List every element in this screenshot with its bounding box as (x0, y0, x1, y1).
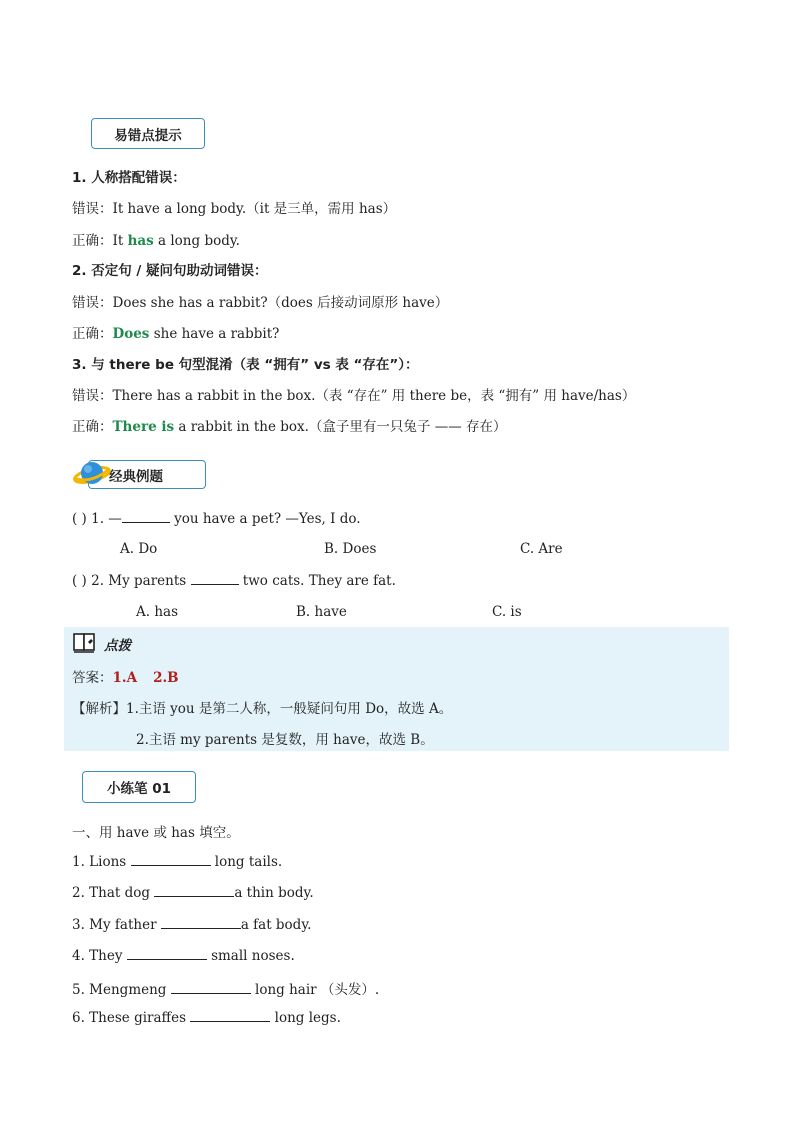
question-2: ( ) 2. My parents two cats. They are fat. (72, 573, 396, 589)
practice-item: 5. Mengmeng long hair （头发）. (72, 982, 380, 998)
analysis-2: 2.主语 my parents 是复数，用 have，故选 B。 (136, 732, 434, 748)
error-line-3: 错误：There has a rabbit in the box.（表 “存在” 用 there be，表 “拥有” 用 have/has） (72, 388, 636, 404)
fill-blank[interactable] (127, 947, 207, 960)
practice-item: 3. My father a fat body. (72, 917, 312, 933)
heading-2: 2. 否定句 / 疑问句助动词错误： (72, 263, 268, 279)
practice-item: 4. They small noses. (72, 948, 295, 964)
fill-blank[interactable] (161, 916, 241, 929)
fill-blank[interactable] (131, 853, 211, 866)
section-title: 经典例题 (109, 468, 163, 485)
highlight-has: has (127, 233, 154, 249)
option-b: B. have (296, 604, 347, 620)
answer-line: 答案：1.A 2.B (72, 670, 179, 686)
section-tag-practice (82, 771, 196, 803)
correct-line-3: 正确：There is a rabbit in the box.（盒子里有一只兔子 —— 存在） (72, 419, 507, 435)
practice-instruction: 一、用 have 或 has 填空。 (72, 825, 240, 841)
planet-icon (72, 457, 112, 491)
hint-title: 点拨 (104, 638, 131, 654)
fill-blank[interactable] (154, 884, 234, 897)
correct-line-2: 正确：Does she have a rabbit? (72, 326, 280, 342)
option-c: C. Are (520, 541, 563, 557)
practice-item: 1. Lions long tails. (72, 854, 283, 870)
practice-item: 6. These giraffes long legs. (72, 1010, 341, 1026)
error-line-2: 错误：Does she has a rabbit?（does 后接动词原形 have） (72, 295, 449, 311)
answer-2: 2.B (153, 670, 179, 686)
option-a: A. has (136, 604, 179, 620)
section-title: 易错点提示 (114, 127, 182, 144)
answer-blank[interactable] (122, 510, 170, 523)
practice-item: 2. That dog a thin body. (72, 885, 314, 901)
highlight-there-is: There is (112, 419, 175, 435)
fill-blank[interactable] (171, 981, 251, 994)
fill-blank[interactable] (190, 1009, 270, 1022)
error-line-1: 错误：It have a long body.（it 是三单，需用 has） (72, 201, 397, 217)
correct-line-1: 正确：It has a long body. (72, 233, 240, 249)
heading-3: 3. 与 there be 句型混淆（表 “拥有” vs 表 “存在”）： (72, 357, 419, 373)
section-tag-mistakes (91, 118, 205, 149)
answer-1: 1.A (112, 670, 138, 686)
heading-1: 1. 人称搭配错误： (72, 170, 186, 186)
answer-blank[interactable] (191, 572, 239, 585)
option-c: C. is (492, 604, 522, 620)
option-a: A. Do (120, 541, 158, 557)
analysis-1: 【解析】1.主语 you 是第二人称，一般疑问句用 Do，故选 A。 (72, 701, 453, 717)
option-b: B. Does (324, 541, 377, 557)
highlight-does: Does (112, 326, 150, 342)
section-title: 小练笔 01 (107, 781, 171, 797)
question-1: ( ) 1. — you have a pet? —Yes, I do. (72, 511, 361, 527)
book-icon (72, 632, 98, 654)
